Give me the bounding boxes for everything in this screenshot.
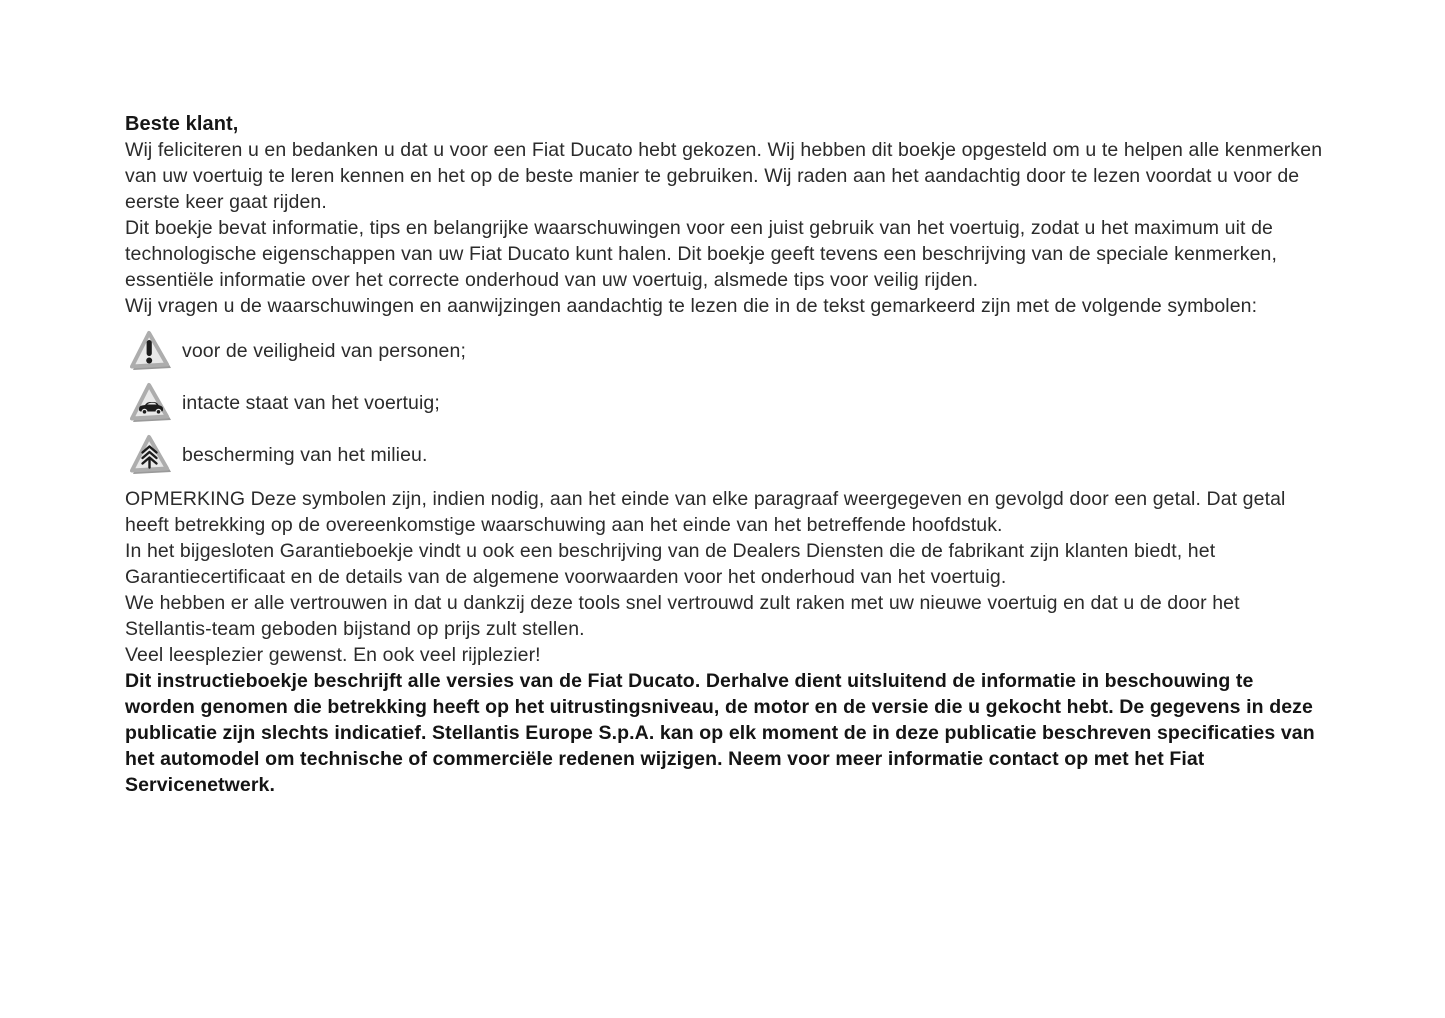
warning-triangle-car-icon: [125, 379, 175, 427]
salutation: Beste klant,: [125, 113, 239, 135]
symbol-row-safety: [125, 326, 1325, 376]
symbol-label-environment: bescherming van het milieu.: [182, 444, 428, 466]
page-content: [125, 111, 1325, 798]
intro-paragraph-2: Dit boekje bevat informatie, tips en belangrijke waarschuwingen voor een juist gebruik van het voertuig, zodat u het maximum uit de technologische eigenschappen van uw Fiat Ducato kunt halen. Dit boekje geeft tevens een beschrijving van de speciale kenmerken, essentiële informatie over het correcte onderhoud van uw voertuig, alsmede tips voor veilig rijden.: [125, 217, 1277, 291]
warning-triangle-exclamation-icon: [125, 327, 175, 375]
intro-paragraph-3: Wij vragen u de waarschuwingen en aanwijzingen aandachtig te lezen die in de tekst gemarkeerd zijn met de volgende symbolen:: [125, 295, 1258, 317]
note-paragraph-leesplezier: Veel leesplezier gewenst. En ook veel rijplezier!: [125, 644, 541, 666]
symbol-legend: [125, 326, 1325, 480]
warning-triangle-tree-icon: [125, 431, 175, 479]
symbol-row-vehicle: [125, 378, 1325, 428]
bold-notice: Dit instructieboekje beschrijft alle versies van de Fiat Ducato. Derhalve dient uitsluitend de informatie in beschouwing te worden genomen die betrekking heeft op het uitrustingsniveau, de motor en de versie die u gekocht hebt. De gegevens in deze publicatie zijn slechts indicatief. Stellantis Europe S.p.A. kan op elk moment de in deze publicatie beschreven specificaties van het automodel om technische of commerciële redenen wijzigen. Neem voor meer informatie contact op met het Fiat Servicenetwerk.: [125, 670, 1315, 796]
symbol-label-vehicle: intacte staat van het voertuig;: [182, 392, 440, 414]
note-paragraph-vertrouwen: We hebben er alle vertrouwen in dat u dankzij deze tools snel vertrouwd zult raken met uw nieuwe voertuig en dat u de door het Stellantis-team geboden bijstand op prijs zult stellen.: [125, 592, 1240, 640]
note-paragraph-opmerking: OPMERKING Deze symbolen zijn, indien nodig, aan het einde van elke paragraaf weergegeven en gevolgd door een getal. Dat getal heeft betrekking op de overeenkomstige waarschuwing aan het einde van het betreffende hoofdstuk.: [125, 488, 1286, 536]
symbol-label-safety: voor de veiligheid van personen;: [182, 340, 466, 362]
intro-paragraph-1: Wij feliciteren u en bedanken u dat u voor een Fiat Ducato hebt gekozen. Wij hebben dit boekje opgesteld om u te helpen alle kenmerken van uw voertuig te leren kennen en het op de beste manier te gebruiken. Wij raden aan het aandachtig door te lezen voordat u voor de eerste keer gaat rijden.: [125, 139, 1323, 213]
symbol-row-environment: [125, 430, 1325, 480]
note-paragraph-garantie: In het bijgesloten Garantieboekje vindt u ook een beschrijving van de Dealers Diensten die de fabrikant zijn klanten biedt, het Garantiecertificaat en de details van de algemene voorwaarden voor het onderhoud van het voertuig.: [125, 540, 1216, 588]
